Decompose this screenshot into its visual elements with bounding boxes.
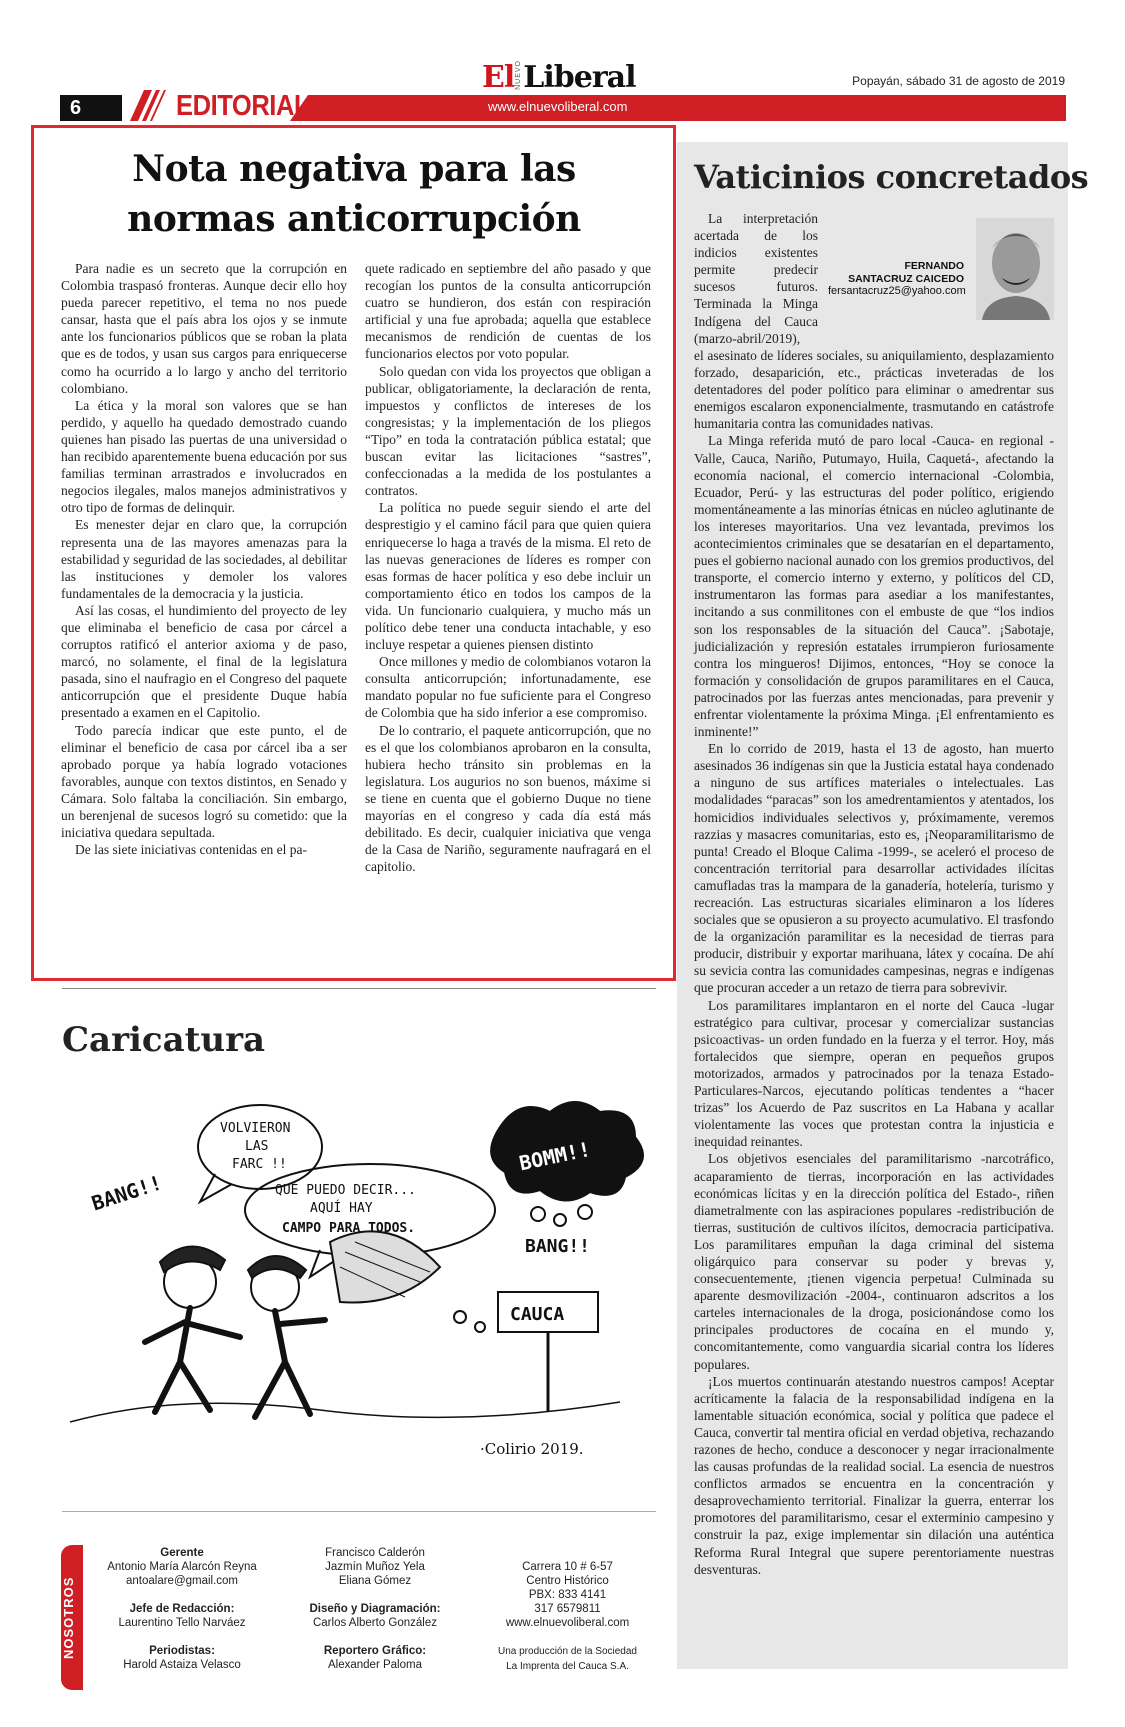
divider [62, 1511, 656, 1512]
author-email[interactable]: fersantacruz25@yahoo.com [828, 285, 966, 297]
swoosh-icon [122, 90, 172, 121]
staff-label: Diseño y Diagramación: [309, 1603, 441, 1615]
editorial-title-line1: Nota negativa para las [132, 148, 576, 190]
bubble1-line1: VOLVIERON [220, 1121, 291, 1136]
logo-el: El [482, 60, 515, 95]
staff-block-1 [92, 1546, 272, 1672]
page-number: 6 [70, 97, 82, 119]
sign-text: CAUCA [510, 1304, 565, 1325]
phone-pbx: PBX: 833 4141 [528, 1589, 607, 1601]
paragraph: Así las cosas, el hundimiento del proyecto de ley que eliminaba el beneficio de casa por cárcel a corruptos ratificó el anterior axioma y de paso, marcó, no solamente, el final de la legislatura pasada, sino el naufragio en el Congreso del paquete anticorrupción que el presidente Duque había presentado a examen en el Capitolio. [61, 602, 347, 721]
staff-name: Alexander Paloma [328, 1659, 422, 1671]
paragraph: La Minga referida mutó de paro local -Cauca- en regional -Valle, Cauca, Nariño, Putumayo, Huila, Caquetá-, afectando la economía nacional, el comercio internacional -Colombia, Ecuador, Perú- y las estructuras del poder político, erigiendo momentáneamente a las minorías étnicas en núcleo aglutinante de los intereses mayoritarios. Una vez levantada, previmos los acontecimientos criminales que se desatarían en el departamento, pues el gobierno nacional aunado con los gremios productivos, del transporte, el comercio interno y externo, y políticos del CD, instrumentaron las formas para asediar a los manifestantes, incitando a sus conmilitones con el embuste de que “los indios son los responsables de la situación del Cauca”. ¡Sabotaje, judicialización y represión estatales irrumpieron furiosamente contra los mingueros! Dijimos, entonces, “Hoy se conoce la formación y consolidación de grupos paramilitares en el Cauca, patrocinados por las fuerzas antes mencionadas, para prevenir y enfrentar violentamente la próxima Minga. ¡El enfrentamiento es inminente!” [694, 433, 1054, 740]
staff-block-2 [290, 1546, 460, 1672]
bang-right-text: BANG!! [525, 1236, 591, 1257]
editorial-body [61, 260, 651, 875]
editorial-title [74, 144, 634, 244]
staff-label: Jefe de Redacción: [129, 1603, 235, 1615]
paragraph: quete radicado en septiembre del año pasado y que recogían los puntos de la consulta anticorrupción cuatro se hundieron, dos están con respiración artificial y una fue aprobada; aquella que establece mecanismos de rendición de cuentas de los funcionarios electos por voto popular. [365, 261, 651, 362]
masthead [0, 0, 1125, 125]
credit-line: Una producción de la Sociedad [498, 1646, 637, 1657]
bubble2-line2: AQUÍ HAY [310, 1201, 373, 1216]
editorial-column-2 [365, 260, 651, 875]
paragraph: Once millones y medio de colombianos votaron la consulta anticorrupción; infortunadamente, ese mandato popular no fue suficiente para el Congreso de Colombia que ha sido inferior a ese compromiso. [365, 654, 651, 721]
paragraph: Solo quedan con vida los proyectos que obligan a publicar, obligatoriamente, la declaración de renta, impuestos y conflictos de intereses de los congresistas; y la implementación de los pliegos “Tipo” en toda la contratación pública estatal; que buscan evitar las licitaciones “sastres”, confeccionadas a la medida de los postulantes a contratos. [365, 363, 651, 499]
staff-label: Periodistas: [149, 1645, 215, 1657]
paragraph: Todo parecía indicar que este punto, el de eliminar el beneficio de casa por cárcel iba a ser aprobado porque ya había logrado votaciones favorables, aunque con textos distintos, en Senado y Cámara. Solo faltaba la conciliación. Sin embargo, un berenjenal de sucesos logró su cometido: que la iniciativa quedara sepultada. [61, 722, 347, 841]
section-label: EDITORIAL [176, 90, 310, 122]
logo-nuevo: NUEVO [515, 60, 523, 90]
paragraph: Los paramilitares implantaron en el norte del Cauca -lugar estratégico para cultivar, procesar y comercializar sustancias psicoactivas- un orden fundado en la fuerza y el terror. Hoy, más fortalecidos que siempre, operan en pequeños grupos motorizados, armados y patrocinados por la tenaza Estado-Particulares-Narcos, ejecutando políticas tendentes a “hacer trizas” los Acuerdo de Paz suscritos en La Habana y acallar violentamente las voces que protestan contra la injusticia e inequidad reinantes. [694, 997, 1054, 1150]
paragraph: Los objetivos esenciales del paramilitarismo -narcotráfico, acaparamiento de tierras, incorporación en las actividades económicas lícitas y en la dirección política del Estado-, riñen diametralmente con las aspiraciones populares -redistribución de tierras, sustitución de cultivos ilícitos, democracia participativa. Los paramilitares empuñan la daga criminal del sistema oligárquico para conservar su poder y brevas y, consecuentemente, ¡tienen vigencia perpetua! Culminada su aparente desmovilización -2004-, continuaron adscritos a los carteles internacionales de la droga, posicionándose como los principales productores de cocaína en el mundo y, concomitantemente, como vanguardia sicarial contra los líderes populares. [694, 1151, 1054, 1372]
paragraph: Para nadie es un secreto que la corrupción en Colombia traspasó fronteras. Aunque decir ello hoy pueda parecer repetitivo, el tema no nos puede cansar, hasta que el país abra los ojos y se inmute ante los funcionarios públicos que se roban la plata que es de todos, y usan sus cargos para enriquecerse como ha ocurrido a lo largo y ancho del territorio colombiano. [61, 261, 347, 396]
cartoonist-signature: ·Colirio 2019. [480, 1440, 584, 1458]
bubble2-line3: CAMPO PARA TODOS. [282, 1221, 416, 1236]
author-first-name: FERNANDO [904, 260, 964, 272]
column-intro [694, 210, 818, 347]
credit-line: La Imprenta del Cauca S.A. [506, 1661, 629, 1672]
staff-name: Antonio María Alarcón Reyna [107, 1561, 257, 1573]
staff-label: Reportero Gráfico: [323, 1645, 427, 1657]
bubble2-line1: QUÉ PUEDO DECIR... [275, 1183, 416, 1198]
editorial-column-1 [61, 260, 347, 875]
author-photo [976, 218, 1054, 320]
staff-label: Gerente [160, 1547, 204, 1559]
website-link[interactable]: www.elnuevoliberal.com [488, 99, 628, 114]
phone-mobile: 317 6579811 [534, 1603, 601, 1615]
staff-name: Jazmín Muñoz Yela [325, 1561, 425, 1573]
staff-name: Francisco Calderón [325, 1547, 425, 1559]
paragraph: ¡Los muertos continuarán atestando nuestros campos! Aceptar acríticamente la falacia de la responsabilidad indígena en la lamentable situación económica, social y política que padece el Cauca, convertir tal mentira oficial en verdad objetiva, rechazando razones de hecho, conduce a desconocer y negar irracionalmente las causas profundas de la realidad social. La esencia de nuestros conflictos armados se encuentra en la concentración y desaprovechamiento territorial. Finalizar la guerra, enterrar los promotores del paramilitarismo, cesar el exterminio campesino y construir la paz, exige implementar sin dilación una auténtica Reforma Rural Integral que supere perentoriamente nuestras desventuras. [694, 1373, 1054, 1577]
editorial-title-line2: normas anticorrupción [127, 198, 581, 240]
newspaper-logo[interactable] [482, 58, 635, 94]
caricatura-title: Caricatura [62, 1020, 266, 1060]
column-body [694, 347, 1054, 1578]
boom-text: BOMM!! [517, 1136, 593, 1176]
divider [62, 988, 656, 989]
paragraph: La interpretación acertada de los indicios existentes permite predecir sucesos futuros. Terminada la Minga Indígena del Cauca (marzo-abril/2019), [694, 211, 818, 346]
dateline: Popayán, sábado 31 de agosto de 2019 [852, 74, 1065, 88]
paragraph: De las siete iniciativas contenidas en el pa- [75, 842, 308, 858]
bubble1-line3: FARC !! [232, 1157, 287, 1172]
staff-tab-label: NOSOTROS [61, 1576, 76, 1659]
author-byline [828, 260, 964, 298]
bubble1-line2: LAS [245, 1139, 269, 1154]
logo-liberal: Liberal [523, 60, 636, 95]
staff-block-3 [480, 1560, 655, 1674]
staff-name: Harold Astaiza Velasco [123, 1659, 241, 1671]
bang-left-text: BANG!! [88, 1170, 165, 1216]
staff-name: Carlos Alberto González [312, 1617, 437, 1629]
address-line: Carrera 10 # 6-57 [522, 1561, 613, 1573]
paragraph: De lo contrario, el paquete anticorrupción, que no es el que los colombianos aprobaron en la consulta, hubiera hecho tránsito sin problemas en la legislatura. Los augurios no son buenos, máxime si se tiene en cuenta que el gobierno Duque no tiene mayorías en el congreso y cada día está más debilitado. Es decir, cualquier iniciativa que venga de la Casa de Nariño, seguramente naufragará en el capitolio. [365, 722, 651, 875]
author-last-name: SANTACRUZ CAICEDO [848, 272, 964, 285]
paragraph: En lo corrido de 2019, hasta el 13 de agosto, han muerto asesinados 36 indígenas sin que la Justicia estatal haya condenado a ninguno de sus artífices materiales o intelectuales. Las modalidades “paracas” son los amedrentamientos y atentados, los homicidios individuales selectivos y, próximamente, veremos razzias y masacres comunitarias, esto es, ¡Neoparamilitarismo de punta! Creado el Bloque Calima -1999-, se aceleró el proceso de concentración territorial para desarrollar actividades ilícitas camufladas tras la mampara de la ganadería, hotelería, turismo y recreación. Las estructuras sicariales eliminaron a los líderes sociales que se opusieron a su proyecto acumulativo. El trasfondo de la organización paramilitar es la necesidad de tierras para producir, distribuir y exportar marihuana, látex y cocaína. De ahí su sevicia contra las comunidades campesinas, negras e indígenas que procuran acceder a un retazo de tierra para sobrevivir. [694, 741, 1054, 996]
staff-name: Laurentino Tello Narváez [118, 1617, 246, 1629]
paragraph: La política no puede seguir siendo el arte del desprestigio y el camino fácil para que quien quiera enriquecerse lo haga a través de la misma. El reto de las nuevas generaciones de líderes es romper con esas formas de hacer política y eso debe incluir un comportamiento ético en todos los campos de la vida. Un funcionario cualquiera, y mucho más un político debe tener una conducta intachable, y eso incluye respetar a quienes piensen distinto [365, 500, 651, 653]
cartoon-illustration [60, 1092, 656, 1472]
website-link[interactable]: www.elnuevoliberal.com [505, 1617, 630, 1629]
paragraph: La ética y la moral son valores que se han perdido, y aquello ha quedado demostrado cuando quienes han pisado las puertas de una universidad o han recibido aparentemente buena educación por sus familias terminan arrastrados e involucrados en negocios ilegales, malos manejos administrativos y otro tipo de formas de delinquir. [61, 397, 347, 516]
column-title: Vaticinios concretados [694, 158, 1089, 196]
editorial-article [31, 125, 676, 981]
paragraph: el asesinato de líderes sociales, su aniquilamiento, desplazamiento forzado, desaparición, etc., prácticas inveteradas de los detentadores del poder político para eliminar o amedrentar sus enemigos escalaron exponencialmente, trasmutando en catástrofe humanitaria contra las comunidades nativas. [694, 348, 1054, 432]
address-line: Centro Histórico [526, 1575, 609, 1587]
header-red-bar [333, 95, 1066, 121]
staff-name: Eliana Gómez [338, 1575, 412, 1587]
staff-tab [61, 1545, 83, 1690]
staff-email[interactable]: antoalare@gmail.com [125, 1575, 239, 1587]
paragraph: Es menester dejar en claro que, la corrupción representa una de las mayores amenazas para la estabilidad y seguridad de las sociedades, al debilitar las instituciones y demoler los valores fundamentales de la democracia y la justicia. [61, 517, 347, 601]
